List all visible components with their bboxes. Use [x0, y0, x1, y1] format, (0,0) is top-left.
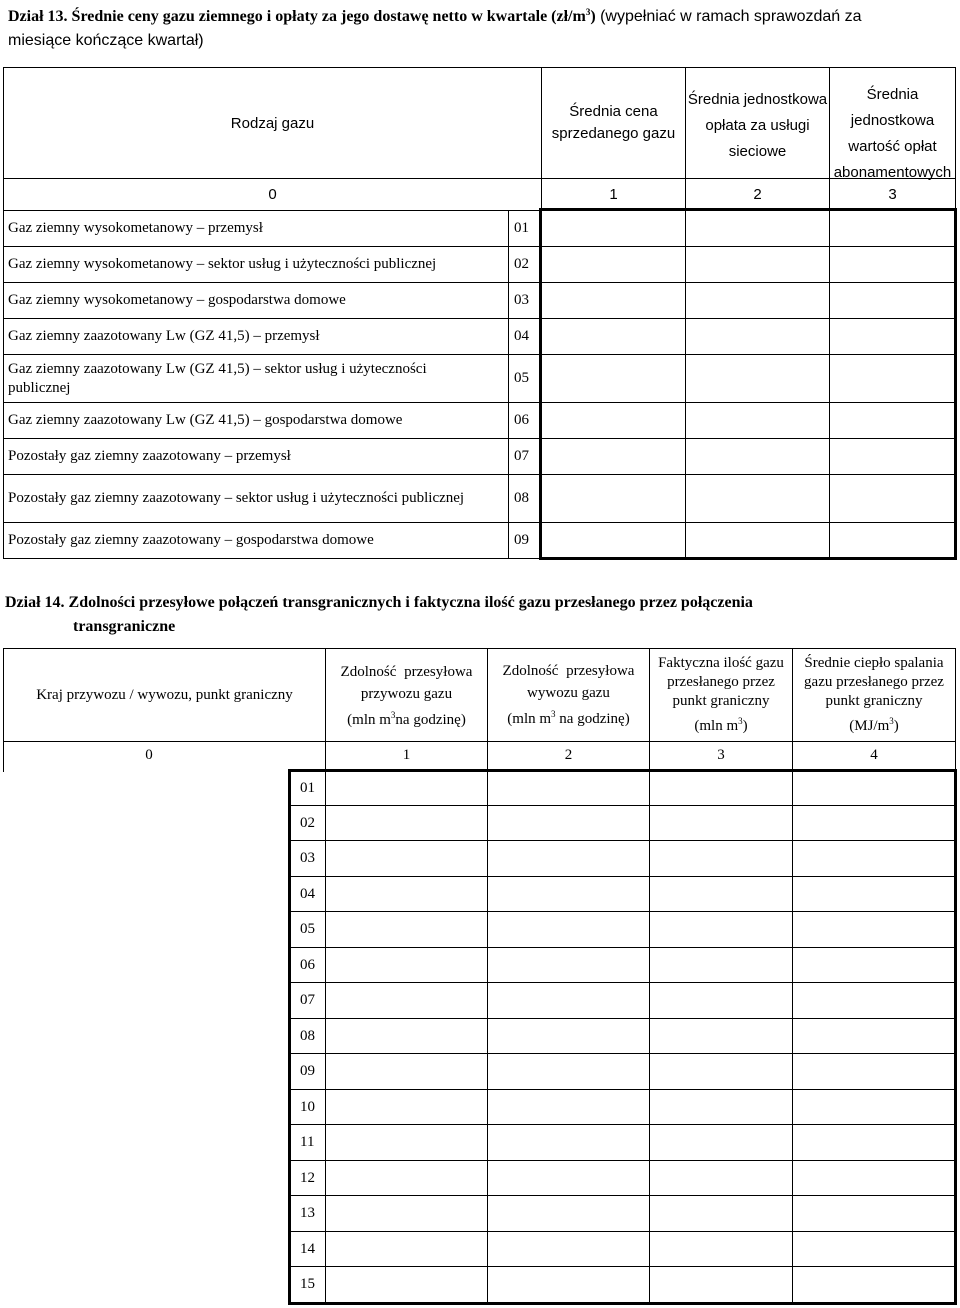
row-label: Gaz ziemny wysokometanowy – przemysł	[8, 220, 263, 236]
header-gas-type: Rodzaj gazu	[230, 114, 315, 132]
section-13-number: Dział 13.	[8, 8, 68, 25]
header-calorific-value: Średnie ciepło spalania gazu przesłanego przez punkt graniczny $(MJ/m^3)$	[804, 655, 944, 734]
row-code: 06	[514, 412, 529, 428]
header-country-point: Kraj przywozu / wywozu, punkt graniczny	[36, 686, 293, 703]
col-number-3: 3	[888, 186, 897, 203]
row-label: Gaz ziemny wysokometanowy – gospodarstwa domowe	[8, 292, 346, 308]
header-export-capacity: Zdolność przesyłowa wywozu gazu (mln $m^3$ na godzinę)	[502, 663, 635, 727]
row-code: 10	[300, 1098, 315, 1115]
row-code: 14	[300, 1240, 315, 1257]
row-code: 04	[300, 885, 315, 902]
header-network-fee: Średnia jednostkowa opłata za usługi sieciowe	[687, 91, 828, 160]
row-code: 06	[300, 956, 315, 973]
col-number-2: 2	[564, 747, 573, 763]
section-13-title-note: (wypełniać w ramach sprawozdań za	[595, 8, 862, 25]
row-code: 08	[514, 490, 529, 506]
row-code: 07	[300, 992, 315, 1008]
section-13-title-bold: Średnie ceny gazu ziemnego i opłaty za jego dostawę netto w kwartale $(zł/m^3)$	[71, 7, 596, 25]
row-label: Gaz ziemny wysokometanowy – sektor usług i użyteczności publicznej	[8, 256, 437, 272]
row-code: 05	[300, 921, 315, 937]
row-label: Gaz ziemny zaazotowany Lw (GZ 41,5) – gospodarstwa domowe	[8, 412, 403, 428]
row-label: Gaz ziemny zaazotowany Lw (GZ 41,5) – sektor usług i użyteczności publicznej	[8, 360, 427, 396]
col-number-2: 2	[753, 186, 762, 203]
header-subscription-fee: Średnia jednostkowa wartość opłat abonamentowych	[833, 86, 952, 181]
row-label: Gaz ziemny zaazotowany Lw (GZ 41,5) – przemysł	[8, 328, 320, 344]
col-number-1: 1	[609, 186, 618, 203]
row-code: 15	[300, 1276, 315, 1292]
col-number-4: 4	[870, 747, 878, 763]
row-code: 04	[514, 328, 529, 344]
section-14-title-line1: Zdolności przesyłowe połączeń transgranicznych i faktyczna ilość gazu przesłanego przez połączenia	[68, 594, 753, 611]
row-code: 09	[514, 532, 529, 548]
col-number-1: 1	[402, 747, 411, 763]
row-code: 11	[300, 1134, 315, 1150]
section-14-number: Dział 14.	[5, 594, 65, 611]
row-label: Pozostały gaz ziemny zaazotowany – gospodarstwa domowe	[8, 532, 374, 548]
header-actual-volume: Faktyczna ilość gazu przesłanego przez punkt graniczny (mln $m^3$)	[658, 655, 784, 734]
row-code: 07	[514, 448, 529, 464]
row-code: 13	[300, 1205, 315, 1221]
row-code: 12	[300, 1169, 315, 1186]
row-code: 05	[514, 370, 529, 386]
table-14-data-grid	[288, 769, 957, 1305]
row-code: 01	[514, 220, 529, 236]
row-code: 01	[300, 780, 315, 796]
header-import-capacity: Zdolność przesyłowa przywozu gazu (mln $m^3na$ godzinę)	[340, 664, 473, 728]
header-avg-price: Średnia cena sprzedanego gazu	[551, 103, 676, 142]
row-code: 03	[514, 292, 529, 308]
row-code: 02	[514, 256, 529, 272]
section-13-title-note-line2: miesiące kończące kwartał)	[8, 32, 204, 49]
row-code: 02	[300, 814, 315, 831]
col-number-0: 0	[145, 747, 153, 763]
row-code: 09	[300, 1063, 315, 1079]
col-number-0: 0	[268, 186, 277, 203]
row-label: Pozostały gaz ziemny zaazotowany – sektor usług i użyteczności publicznej	[8, 490, 465, 506]
row-label: Pozostały gaz ziemny zaazotowany – przemysł	[8, 448, 291, 464]
col-number-3: 3	[717, 747, 725, 763]
row-code: 08	[300, 1027, 315, 1044]
row-code: 03	[300, 850, 315, 866]
section-14-title-line2: transgraniczne	[73, 618, 176, 635]
